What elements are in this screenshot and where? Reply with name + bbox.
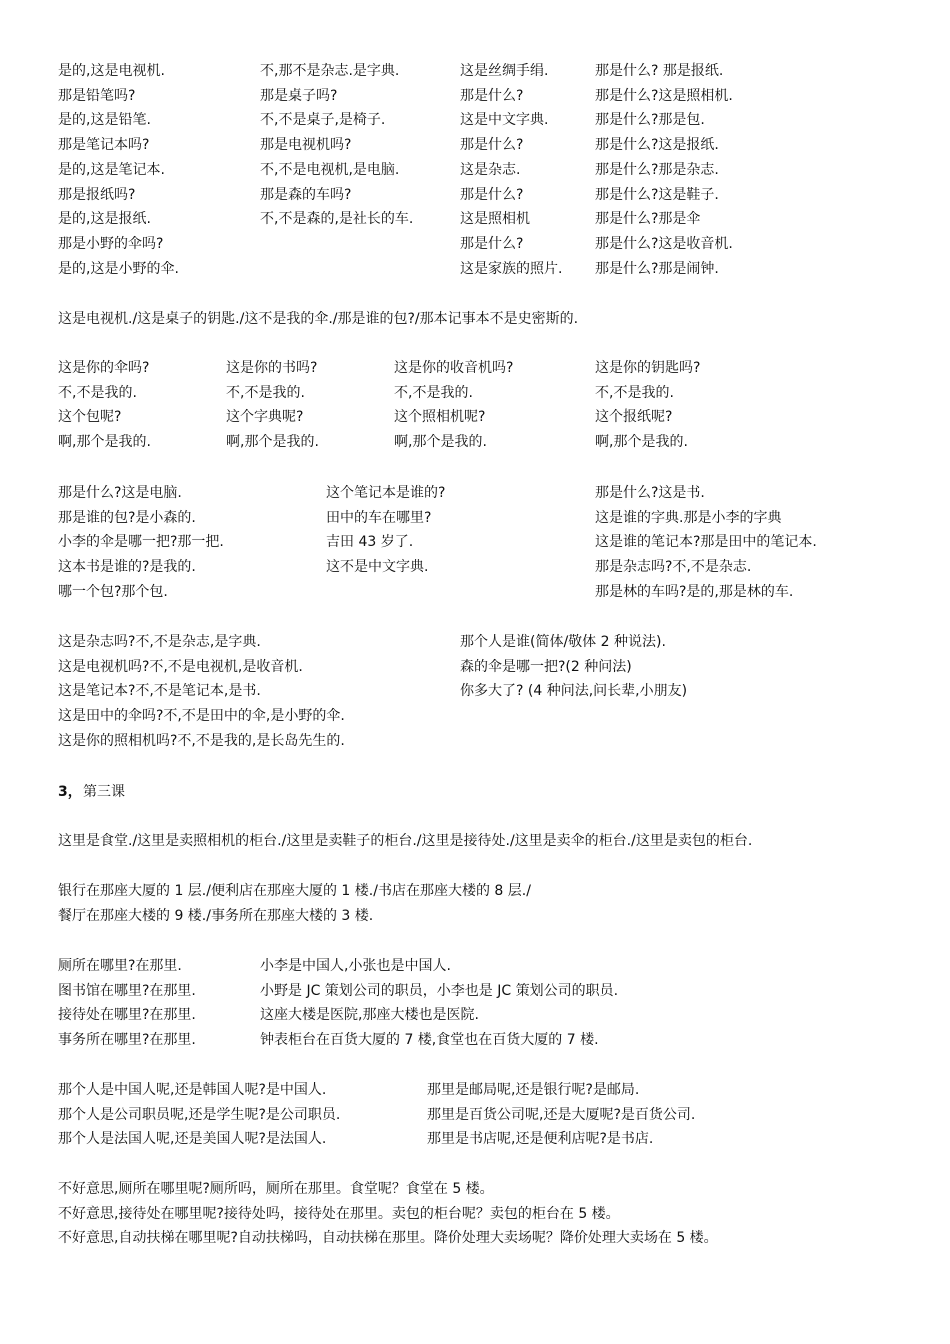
dialogue-line: 那是谁的包?是小森的. (58, 509, 196, 526)
exercise-line: 那个人是谁(简体/敬体 2 种说法). (460, 634, 666, 650)
dialogue-line: 啊,那个是我的. (58, 434, 151, 451)
dialogue-line: 这个字典呢? (226, 409, 304, 426)
dialogue-line: 厕所在哪里?在那里. (58, 958, 182, 974)
exercise-line: 你多大了? (4 种问法,问长辈,小朋友) (460, 683, 688, 700)
dialogue-line: 不好意思,自动扶梯在哪里呢?自动扶梯吗，自动扶梯在那里。降价处理大卖场呢？降价处理大卖场在 5 楼。 (58, 1230, 718, 1247)
dialogue-line: 那是什么? (460, 186, 524, 203)
dialogue-line: 那是什么? 那是报纸. (595, 63, 724, 79)
dialogue-line: 是的,这是小野的伞. (58, 260, 179, 277)
dialogue-line: 这是中文字典. (460, 112, 549, 129)
dialogue-line: 这是你的伞吗? (58, 360, 150, 376)
dialogue-line: 那个人是中国人呢,还是韩国人呢?是中国人. (58, 1082, 327, 1098)
sentence-line: 这座大楼是医院,那座大楼也是医院. (260, 1007, 479, 1024)
dialogue-line: 不,不是桌子,是椅子. (260, 112, 386, 129)
dialogue-line: 不,不是我的. (394, 384, 473, 401)
dialogue-line: 那是什么?这是报纸. (595, 137, 719, 154)
dialogue-line: 这是你的钥匙吗? (595, 360, 701, 376)
dialogue-line: 这本书是谁的?是我的. (58, 559, 196, 576)
sentence-line: 银行在那座大厦的 1 层./便利店在那座大厦的 1 楼./书店在那座大楼的 8 层./ (58, 883, 531, 899)
dialogue-line: 那是什么?这是电脑. (58, 485, 182, 501)
dialogue-line: 那里是书店呢,还是便利店呢?是书店. (427, 1131, 654, 1148)
dialogue-line: 那是杂志吗?不,不是杂志. (595, 559, 752, 576)
dialogue-line: 那是电视机吗? (260, 137, 352, 154)
dialogue-line: 不,不是我的. (226, 384, 305, 401)
dialogue-line: 这不是中文字典. (326, 559, 429, 576)
dialogue-line: 是的,这是铅笔. (58, 112, 151, 129)
dialogue-line: 吉田 43 岁了. (326, 534, 414, 551)
dialogue-line: 这个报纸呢? (595, 409, 673, 426)
dialogue-line: 事务所在哪里?在那里. (58, 1032, 196, 1049)
sentence-line: 小李是中国人,小张也是中国人. (260, 958, 451, 974)
sentence-line: 这是你的照相机吗?不,不是我的,是长岛先生的. (58, 732, 345, 749)
sentence-line: 这是电视机./这是桌子的钥匙./这不是我的伞./那是谁的包?/那本记事本不是史密斯的. (58, 311, 579, 327)
dialogue-line: 是的,这是报纸. (58, 211, 151, 228)
lesson-number: 3， (58, 784, 82, 800)
dialogue-line: 这个照相机呢? (394, 409, 486, 426)
dialogue-line: 那是什么? (460, 137, 524, 154)
dialogue-line: 那是什么?那是杂志. (595, 161, 719, 178)
dialogue-line: 小李的伞是哪一把?那一把. (58, 534, 224, 551)
dialogue-line: 那里是邮局呢,还是银行呢?是邮局. (427, 1082, 640, 1098)
dialogue-line: 啊,那个是我的. (394, 434, 487, 451)
dialogue-line: 那个人是法国人呢,还是美国人呢?是法国人. (58, 1131, 327, 1148)
dialogue-line: 田中的车在哪里? (326, 509, 432, 526)
dialogue-line: 这是照相机 (460, 211, 530, 228)
sentence-line: 这是杂志吗?不,不是杂志,是字典. (58, 634, 261, 650)
dialogue-line: 这是杂志. (460, 161, 521, 178)
dialogue-line: 接待处在哪里?在那里. (58, 1007, 196, 1024)
dialogue-line: 这是谁的笔记本?那是田中的笔记本. (595, 534, 817, 551)
dialogue-line: 那是笔记本吗? (58, 137, 150, 154)
dialogue-line: 那里是百货公司呢,还是大厦呢?是百货公司. (427, 1106, 696, 1123)
dialogue-line: 那是林的车吗?是的,那是林的车. (595, 583, 794, 600)
dialogue-line: 那是什么? (460, 87, 524, 104)
dialogue-line: 哪一个包?那个包. (58, 583, 168, 600)
dialogue-line: 那是铅笔吗? (58, 87, 136, 104)
sentence-line: 这是田中的伞吗?不,不是田中的伞,是小野的伞. (58, 708, 345, 725)
dialogue-line: 这个笔记本是谁的? (326, 485, 446, 501)
sentence-line: 钟表柜台在百货大厦的 7 楼,食堂也在百货大厦的 7 楼. (260, 1032, 599, 1049)
dialogue-line: 那是什么?这是收音机. (595, 235, 733, 252)
dialogue-line: 那是什么? (460, 235, 524, 252)
dialogue-line: 那是什么?这是书. (595, 485, 705, 501)
dialogue-line: 啊,那个是我的. (595, 434, 688, 451)
dialogue-line: 啊,那个是我的. (226, 434, 319, 451)
sentence-line: 这是电视机吗?不,不是电视机,是收音机. (58, 658, 303, 675)
dialogue-line: 那是什么?这是鞋子. (595, 186, 719, 203)
dialogue-line: 那是桌子吗? (260, 87, 338, 104)
exercise-line: 森的伞是哪一把?(2 种问法) (460, 658, 632, 675)
dialogue-line: 这个包呢? (58, 409, 122, 426)
dialogue-line: 那是什么?这是照相机. (595, 87, 733, 104)
dialogue-line: 这是谁的字典.那是小李的字典 (595, 509, 782, 526)
dialogue-line: 那是森的车吗? (260, 186, 352, 203)
dialogue-line: 不,不是我的. (58, 384, 137, 401)
dialogue-line: 这是家族的照片. (460, 260, 563, 277)
dialogue-line: 是的,这是电视机. (58, 63, 165, 79)
dialogue-line: 图书馆在哪里?在那里. (58, 982, 196, 999)
dialogue-line: 不,不是我的. (595, 384, 674, 401)
sentence-line: 这是笔记本?不,不是笔记本,是书. (58, 683, 261, 700)
dialogue-line: 不好意思,接待处在哪里呢?接待处吗，接待处在那里。卖包的柜台呢？卖包的柜台在 5 楼。 (58, 1205, 620, 1222)
dialogue-line: 那是什么?那是闹钟. (595, 260, 719, 277)
dialogue-line: 不,不是森的,是社长的车. (260, 211, 414, 228)
sentence-line: 餐厅在那座大楼的 9 楼./事务所在那座大楼的 3 楼. (58, 907, 374, 924)
dialogue-line: 这是你的书吗? (226, 360, 318, 376)
dialogue-line: 不,那不是杂志.是字典. (260, 63, 400, 79)
dialogue-line: 这是你的收音机吗? (394, 360, 514, 376)
dialogue-line: 不好意思,厕所在哪里呢?厕所吗，厕所在那里。食堂呢？食堂在 5 楼。 (58, 1181, 494, 1197)
dialogue-line: 不,不是电视机,是电脑. (260, 161, 400, 178)
dialogue-line: 那是报纸吗? (58, 186, 136, 203)
dialogue-line: 那个人是公司职员呢,还是学生呢?是公司职员. (58, 1106, 341, 1123)
dialogue-line: 这是丝绸手绢. (460, 63, 549, 79)
dialogue-line: 那是什么?那是包. (595, 112, 705, 129)
dialogue-line: 是的,这是笔记本. (58, 161, 165, 178)
lesson-heading: 第三课 (83, 784, 125, 800)
sentence-line: 这里是食堂./这里是卖照相机的柜台./这里是卖鞋子的柜台./这里是接待处./这里是卖伞的柜台./这里是卖包的柜台. (58, 833, 753, 849)
dialogue-line: 那是小野的伞吗? (58, 235, 164, 252)
dialogue-line: 那是什么?那是伞 (595, 211, 701, 228)
sentence-line: 小野是 JC 策划公司的职员，小李也是 JC 策划公司的职员. (260, 982, 619, 999)
